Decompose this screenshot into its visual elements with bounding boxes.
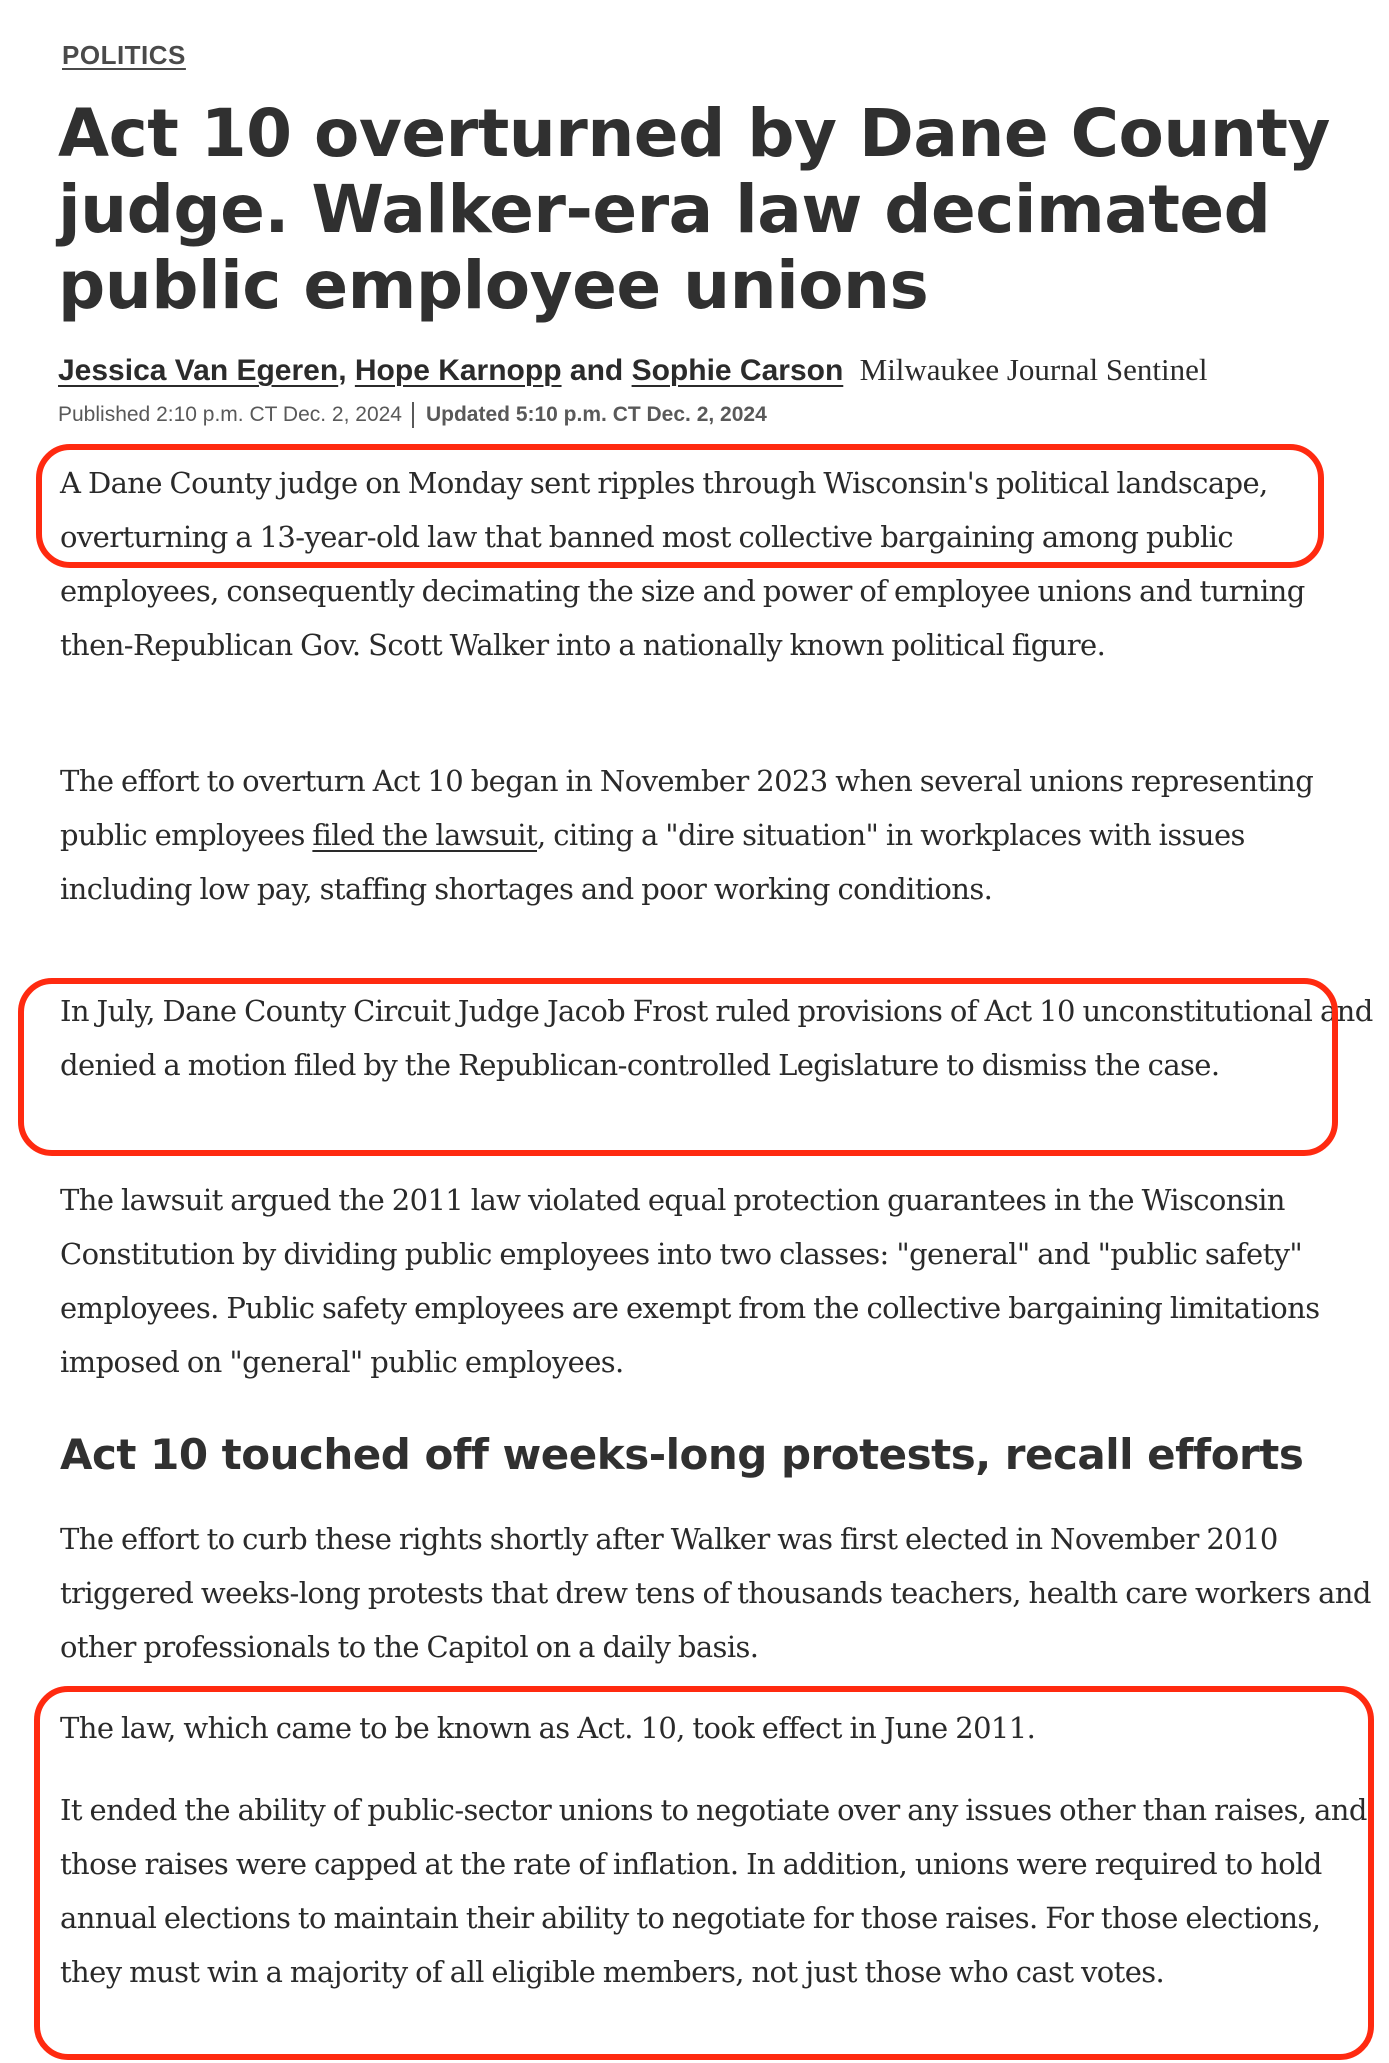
paragraph-2-text-end: , citing a "dire situation" in workplaces with issues including low pay, staffing shortages and poor working conditions.: [60, 818, 1245, 906]
article-paragraph-7: It ended the ability of public-sector unions to negotiate over any issues other than raises, and those raises were capped at the rate of inflation. In addition, unions were required to hold annual elections to maintain their ability to negotiate for those raises. For those elections, they must win a majority of all eligible members, not just those who cast votes.: [60, 1793, 1367, 1989]
article-paragraph-1: A Dane County judge on Monday sent ripples through Wisconsin's political landscape, overturning a 13-year-old law that banned most collective bargaining among public employees, consequently decimating the size and power of employee unions and turning then-Republican Gov. Scott Walker into a nationally known political figure.: [60, 466, 1305, 662]
section-label-politics[interactable]: POLITICS: [62, 40, 186, 70]
section-subheading: Act 10 touched off weeks-long protests, recall efforts: [60, 1430, 1304, 1479]
author-link-3[interactable]: Sophie Carson: [631, 354, 844, 387]
byline-comma: ,: [338, 354, 347, 387]
updated-time: Updated 5:10 p.m. CT Dec. 2, 2024: [425, 403, 767, 426]
byline-outlet: Milwaukee Journal Sentinel: [859, 352, 1208, 387]
article-paragraph-4: The lawsuit argued the 2011 law violated equal protection guarantees in the Wisconsin Constitution by dividing public employees into two classes: "general" and "public safety" employees. Public safety employees are exempt from the collective bargaining limitations imposed on "general" public employees.: [60, 1183, 1320, 1379]
article-headline: Act 10 overturned by Dane County judge. Walker-era law decimated public employee unions: [58, 95, 1330, 324]
dateline-divider: [412, 402, 414, 428]
filed-lawsuit-link[interactable]: filed the lawsuit: [312, 818, 538, 852]
author-link-1[interactable]: Jessica Van Egeren: [58, 354, 339, 387]
dateline: [58, 400, 767, 430]
byline: [58, 350, 1378, 391]
article-paragraph-2: [60, 754, 1380, 916]
published-time: Published 2:10 p.m. CT Dec. 2, 2024: [58, 403, 402, 426]
paragraph-2-text-start: The effort to overturn Act 10 began in November 2023 when several unions representing public employees: [60, 764, 1314, 852]
author-link-2[interactable]: Hope Karnopp: [354, 354, 562, 387]
article-paragraph-3: In July, Dane County Circuit Judge Jacob Frost ruled provisions of Act 10 unconstitutional and denied a motion filed by the Republican-controlled Legislature to dismiss the case.: [60, 994, 1373, 1082]
byline-and: and: [569, 354, 624, 387]
article-paragraph-5: The effort to curb these rights shortly after Walker was first elected in November 2010 triggered weeks-long protests that drew tens of thousands teachers, health care workers and other professionals to the Capitol on a daily basis.: [60, 1522, 1371, 1664]
article-paragraph-6: The law, which came to be known as Act. 10, took effect in June 2011.: [60, 1711, 1036, 1745]
